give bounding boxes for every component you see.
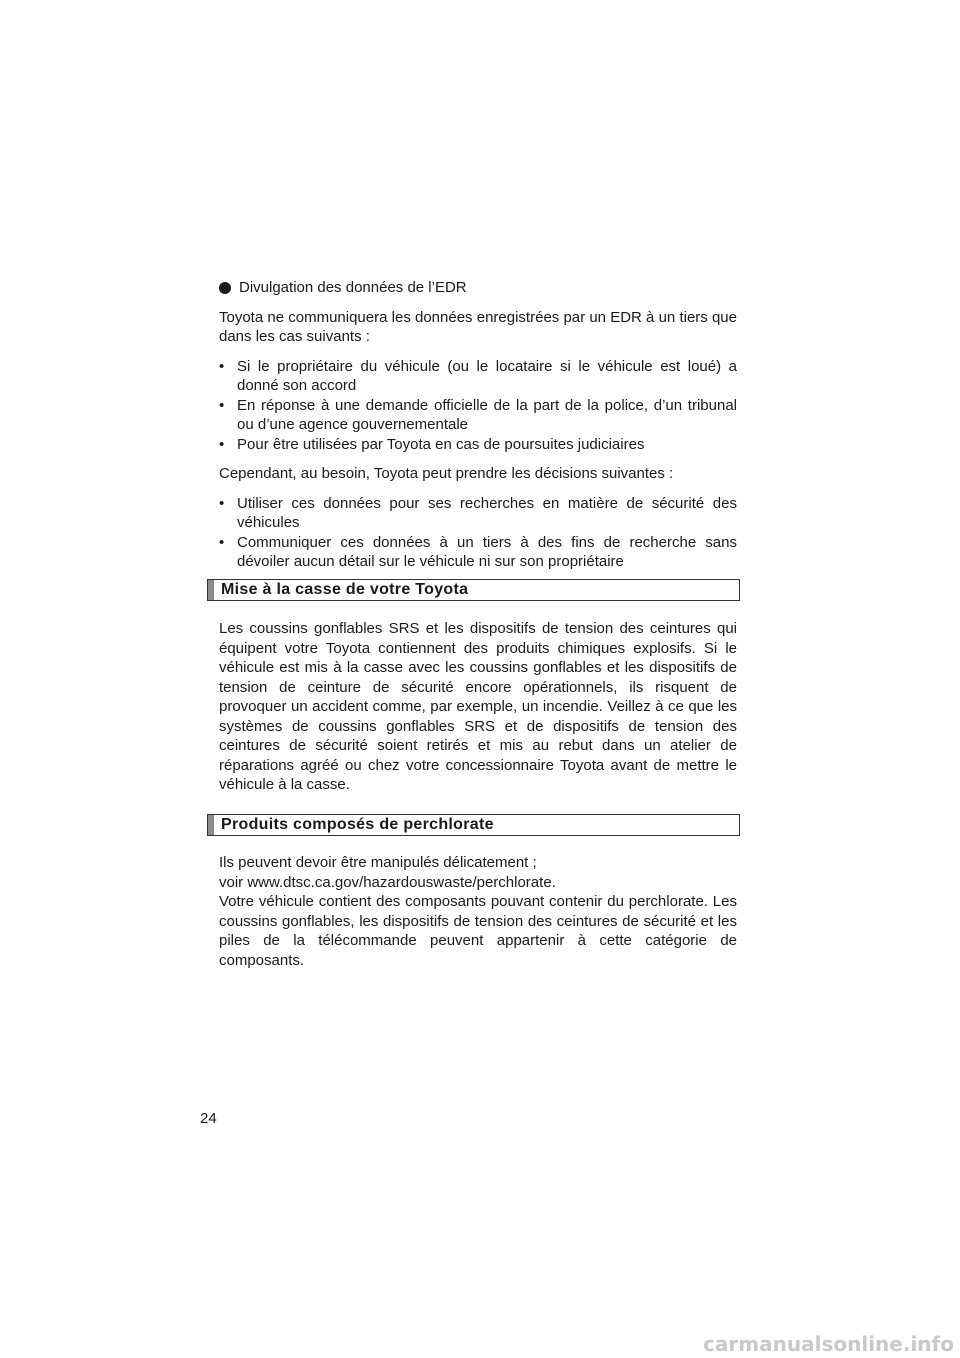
perchlorate-line1: Ils peuvent devoir être manipulés délicatement ; [219, 854, 537, 871]
bullet-icon: • [219, 357, 225, 375]
circle-bullet-icon [219, 282, 231, 294]
edr-intro: Toyota ne communiquera les données enregistrées par un EDR à un tiers que dans les cas suivants : [219, 308, 737, 345]
edr-section [219, 278, 737, 572]
list-item: • En réponse à une demande officielle de la part de la police, d’un tribunal ou d’une agence gouvernementale [219, 396, 737, 433]
scrap-body-block [219, 619, 737, 795]
perchlorate-body: Votre véhicule contient des composants pouvant contenir du perchlorate. Les coussins gonflables, les dispositifs de tension des ceintures de sécurité et les piles de la télécommande peuvent appartenir à cette catégorie de composants. [219, 893, 737, 969]
edr-heading [219, 278, 737, 298]
heading-bar [208, 580, 214, 600]
list-item: • Pour être utilisées par Toyota en cas de poursuites judiciaires [219, 435, 645, 453]
page-number: 24 [200, 1110, 217, 1127]
perchlorate-title: Produits composés de perchlorate [221, 816, 494, 833]
list-item: • Communiquer ces données à un tiers à des fins de recherche sans dévoiler aucun détail sur le véhicule ni sur son propriétaire [219, 533, 737, 570]
bullet-icon: • [219, 533, 225, 551]
bullet-icon: • [219, 494, 225, 512]
edr-heading-text: Divulgation des données de l’EDR [239, 279, 467, 296]
perchlorate-section-heading [207, 814, 740, 836]
list-item: • Si le propriétaire du véhicule (ou le locataire si le véhicule est loué) a donné son accord [219, 357, 737, 394]
watermark: carmanualsonline.info [703, 1332, 954, 1356]
edr-cases-list [219, 357, 737, 455]
perchlorate-body-block [219, 853, 737, 970]
bullet-icon: • [219, 396, 225, 414]
edr-however: Cependant, au besoin, Toyota peut prendre les décisions suivantes : [219, 465, 674, 482]
scrap-section-heading [207, 579, 740, 601]
scrap-title: Mise à la casse de votre Toyota [221, 581, 469, 598]
list-item: • Utiliser ces données pour ses recherches en matière de sécurité des véhicules [219, 494, 737, 531]
perchlorate-line2: voir www.dtsc.ca.gov/hazardouswaste/perchlorate. [219, 873, 556, 891]
scrap-body: Les coussins gonflables SRS et les dispositifs de tension des ceintures qui équipent votre Toyota contiennent des produits chimiques explosifs. Si le véhicule est mis à la casse avec les coussins gonflables et les dispositifs de tension de ceinture de sécurité encore opérationnels, ils risquent de provoquer un accident comme, par exemple, un incendie. Veillez à ce que les systèmes de coussins gonflables SRS et de dispositifs de tension des ceintures de sécurité soient retirés et mis au rebut dans un atelier de réparations agréé ou chez votre concessionnaire Toyota avant de mettre le véhicule à la casse. [219, 620, 737, 793]
bullet-icon: • [219, 435, 225, 453]
edr-decisions-list [219, 494, 737, 572]
heading-bar [208, 815, 214, 835]
